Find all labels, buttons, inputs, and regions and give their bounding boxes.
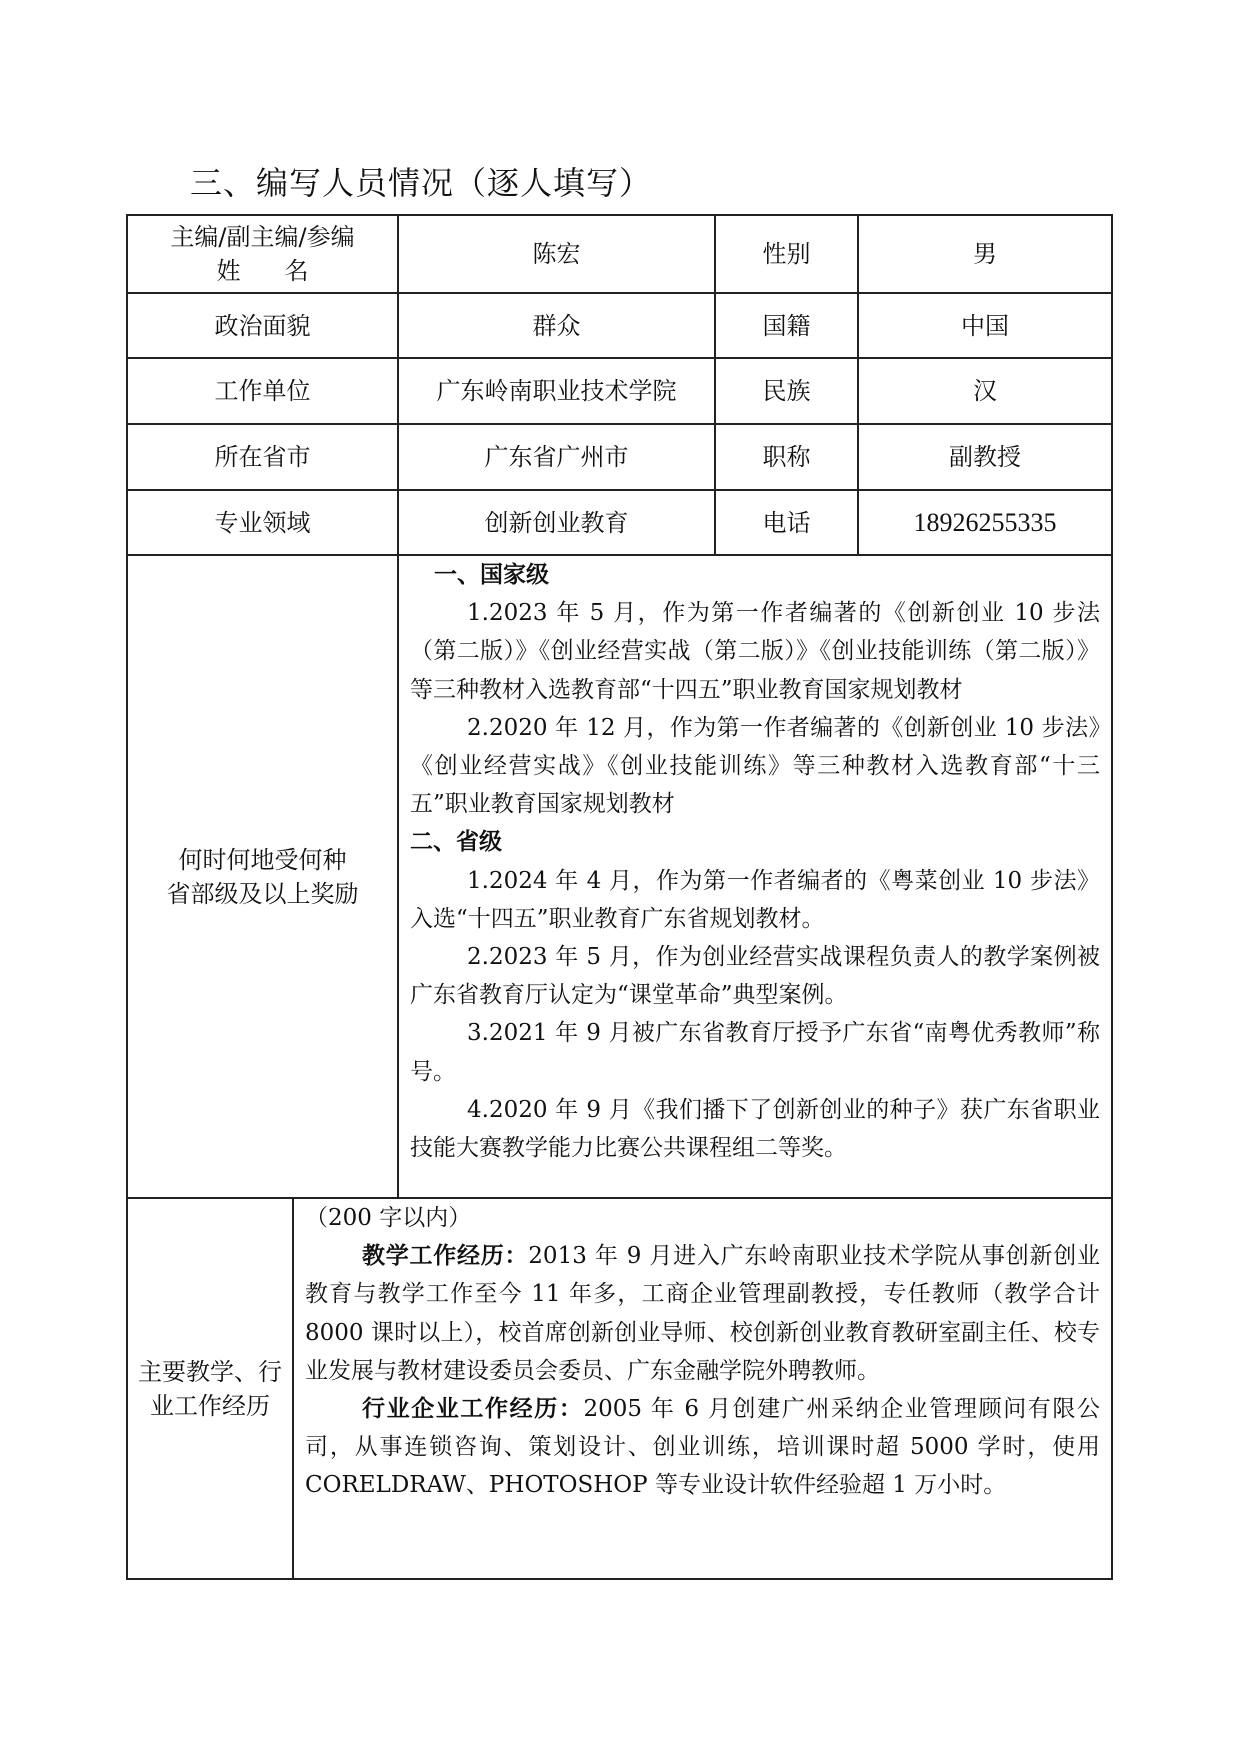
industry-heading: 行业企业工作经历： bbox=[362, 1396, 584, 1423]
ethnicity-value: 汉 bbox=[973, 377, 997, 405]
award-item: 2.2023 年 5 月，作为创业经营实战课程负责人的教学案例被广东省教育厅认定为“课堂革命”典型案例。 bbox=[410, 944, 1100, 1009]
experience-content bbox=[305, 1199, 1100, 1505]
ethnicity-label: 民族 bbox=[762, 377, 811, 405]
province-city-label: 所在省市 bbox=[214, 443, 311, 471]
col-divider bbox=[292, 1197, 294, 1580]
teaching-text: 2013 年 9 月进入广东岭南职业技术学院从事创新创业教育与教学工作至今 11 年多，工商企业管理副教授，专任教师（教学合计 8000 课时以上），校首席创新创业导师、校创新创业教育教研室副主任、校专业发展与教材建设委员会委员、广东金融学院外聘教师。 bbox=[305, 1243, 1101, 1384]
experience-label bbox=[128, 1199, 292, 1578]
award-item: 1.2024 年 4 月，作为第一作者编者的《粤菜创业 10 步法》入选“十四五”职业教育广东省规划教材。 bbox=[410, 867, 1100, 932]
teaching-experience bbox=[305, 1237, 1100, 1390]
awards-label-line1: 何时何地受何种 bbox=[178, 845, 347, 874]
name-label-line1: 主编/副主编/参编 bbox=[170, 223, 355, 251]
experience-label-line1: 主要教学、行 bbox=[138, 1357, 282, 1386]
name-value: 陈宏 bbox=[532, 240, 581, 268]
phone-value: 18926255335 bbox=[913, 507, 1057, 537]
political-status-value: 群众 bbox=[532, 311, 581, 340]
title-label: 职称 bbox=[762, 443, 811, 471]
province-city-value: 广东省广州市 bbox=[484, 443, 629, 471]
award-item: 3.2021 年 9 月被广东省教育厅授予广东省“南粤优秀教师”称号。 bbox=[410, 1020, 1100, 1085]
industry-experience bbox=[305, 1390, 1100, 1505]
title-value: 副教授 bbox=[949, 443, 1021, 471]
teaching-heading: 教学工作经历： bbox=[362, 1243, 529, 1270]
section-title: 三、编写人员情况（逐人填写） bbox=[190, 164, 653, 202]
national-heading: 一、国家级 bbox=[434, 562, 549, 588]
political-status-label: 政治面貌 bbox=[214, 311, 311, 340]
field-value: 创新创业教育 bbox=[484, 508, 629, 537]
award-item: 4.2020 年 9 月《我们播下了创新创业的种子》获广东省职业技能大赛教学能力比赛公共课程组二等奖。 bbox=[410, 1096, 1100, 1162]
awards-content bbox=[410, 556, 1100, 1167]
provincial-heading: 二、省级 bbox=[410, 829, 502, 856]
field-label: 专业领域 bbox=[214, 508, 311, 537]
gender-value: 男 bbox=[973, 240, 997, 268]
experience-label-line2: 业工作经历 bbox=[150, 1391, 270, 1420]
nationality-label: 国籍 bbox=[762, 311, 811, 340]
award-item: 2.2020 年 12 月，作为第一作者编著的《创新创业 10 步法》《创业经营实战》《创业技能训练》等三种教材入选教育部“十三五”职业教育国家规划教材 bbox=[410, 714, 1100, 818]
name-label bbox=[128, 216, 397, 292]
awards-label-line2: 省部级及以上奖励 bbox=[166, 879, 359, 908]
name-label-line2: 姓名 bbox=[216, 257, 353, 285]
industry-text: 2005 年 6 月创建广州采纳企业管理顾问有限公司，从事连锁咨询、策划设计、创业训练，培训课时超 5000 学时，使用 CORELDRAW、PHOTOSHOP 等专业设计软件经验超 1 万小时。 bbox=[305, 1396, 1100, 1499]
gender-label: 性别 bbox=[762, 240, 811, 268]
word-limit-note: （200 字以内） bbox=[305, 1205, 472, 1231]
work-unit-value: 广东岭南职业技术学院 bbox=[436, 377, 677, 405]
award-item: 1.2023 年 5 月，作为第一作者编著的《创新创业 10 步法（第二版）》《创业经营实战（第二版）》《创业技能训练（第二版）》等三种教材入选教育部“十四五”职业教育国家规划教材 bbox=[410, 600, 1100, 703]
nationality-value: 中国 bbox=[961, 311, 1009, 340]
work-unit-label: 工作单位 bbox=[214, 377, 311, 405]
phone-label: 电话 bbox=[762, 508, 811, 537]
awards-label bbox=[128, 556, 397, 1197]
